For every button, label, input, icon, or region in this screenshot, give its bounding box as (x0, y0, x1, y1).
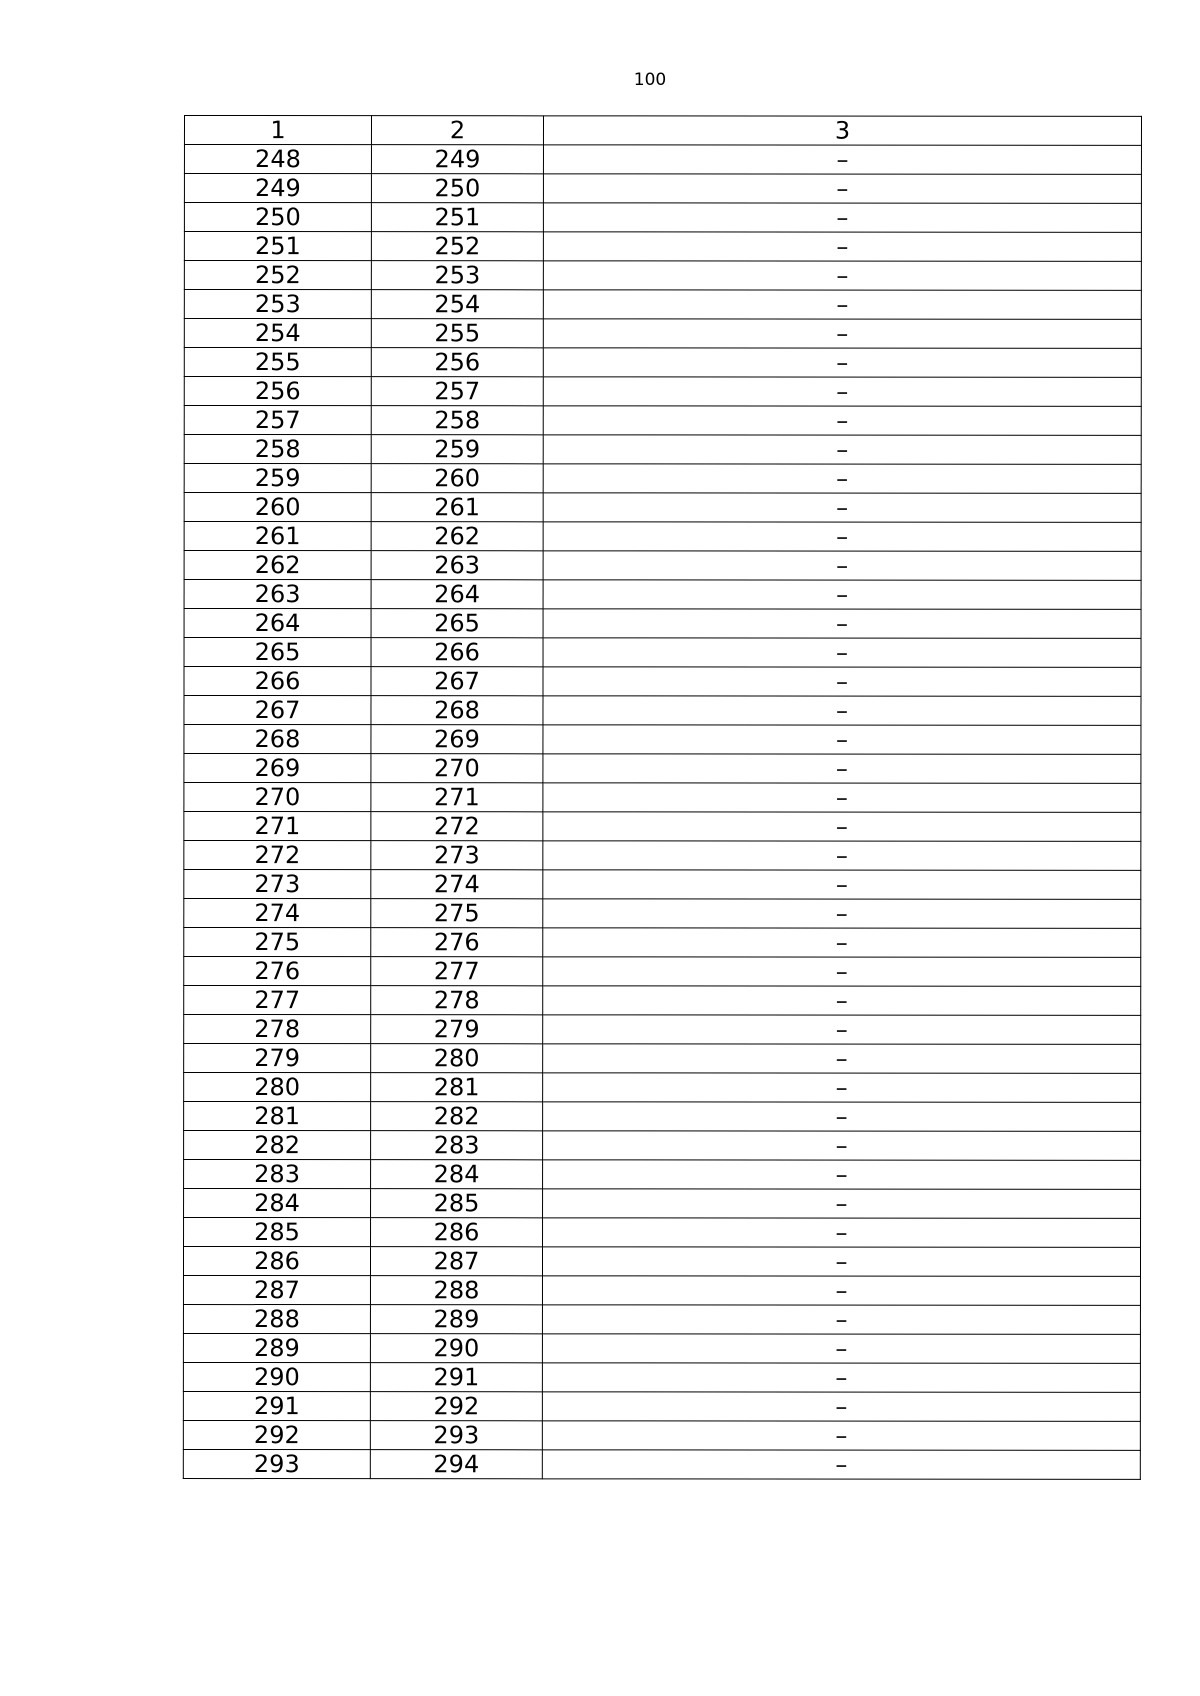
table-row (184, 957, 1141, 987)
table-cell-col2: 259 (371, 435, 543, 464)
table-cell-col1: 279 (184, 1044, 371, 1073)
table-cell-col1: 273 (184, 870, 371, 899)
table-cell-col2: 285 (371, 1189, 543, 1218)
table-cell-col2: 284 (371, 1160, 543, 1189)
table-cell-col2: 266 (371, 638, 543, 667)
table-cell-col1: 270 (184, 783, 371, 812)
table-row (184, 290, 1141, 320)
table-cell-col2: 270 (371, 754, 543, 783)
table-row (183, 1421, 1140, 1451)
table-cell-col1: 253 (184, 290, 371, 319)
table-row (184, 203, 1141, 233)
table-cell-col3: – (543, 841, 1141, 871)
table-cell-col3: – (543, 145, 1141, 175)
table-cell-col2: 267 (371, 667, 543, 696)
table-cell-col3: – (543, 1073, 1141, 1103)
table-row (183, 1449, 1140, 1479)
table-cell-col3: – (543, 899, 1141, 929)
table-cell-col1: 275 (184, 928, 371, 957)
table-row (184, 986, 1141, 1016)
table-cell-col3: – (543, 696, 1141, 726)
table-cell-col2: 257 (371, 377, 543, 406)
header-cell-col3: 3 (543, 116, 1141, 146)
table-cell-col2: 249 (371, 145, 543, 174)
table-cell-col3: – (543, 1102, 1141, 1132)
table-cell-col2: 291 (370, 1363, 542, 1392)
table-cell-col2: 255 (371, 319, 543, 348)
table-row (184, 551, 1141, 581)
table-cell-col3: – (543, 638, 1141, 668)
table-cell-col1: 268 (184, 725, 371, 754)
table-cell-col3: – (543, 783, 1141, 813)
table-cell-col3: – (543, 174, 1141, 204)
table-cell-col1: 255 (184, 348, 371, 377)
table-cell-col1: 285 (184, 1218, 371, 1247)
table-row (184, 725, 1141, 755)
table-cell-col2: 287 (370, 1247, 542, 1276)
table-cell-col3: – (542, 1247, 1140, 1277)
table-cell-col2: 288 (370, 1276, 542, 1305)
table-row (184, 348, 1141, 378)
table-row (184, 232, 1141, 262)
table-cell-col3: – (543, 522, 1141, 552)
table-cell-col1: 269 (184, 754, 371, 783)
table-cell-col2: 292 (370, 1392, 542, 1421)
table-cell-col3: – (543, 754, 1141, 784)
table-cell-col2: 274 (371, 870, 543, 899)
table-row (184, 493, 1141, 523)
table-cell-col3: – (542, 1363, 1140, 1393)
table-cell-col3: – (543, 551, 1141, 581)
table-row (184, 609, 1141, 639)
table-row (183, 1276, 1140, 1306)
table-cell-col3: – (543, 986, 1141, 1016)
table-body (183, 116, 1141, 1480)
table-cell-col3: – (543, 464, 1141, 494)
table-cell-col1: 293 (183, 1449, 370, 1478)
table-cell-col1: 266 (184, 667, 371, 696)
table-cell-col3: – (542, 1276, 1140, 1306)
table-row (184, 145, 1141, 175)
table-cell-col3: – (543, 406, 1141, 436)
table-cell-col3: – (542, 1305, 1140, 1335)
table-row (183, 1363, 1140, 1393)
table-cell-col1: 248 (184, 145, 371, 174)
table-cell-col1: 261 (184, 522, 371, 551)
table-row (184, 667, 1141, 697)
table-cell-col2: 281 (371, 1073, 543, 1102)
table-cell-col2: 260 (371, 464, 543, 493)
table-row (184, 261, 1141, 291)
table-cell-col1: 272 (184, 841, 371, 870)
table-cell-col1: 280 (184, 1073, 371, 1102)
table-cell-col3: – (543, 319, 1141, 349)
table-cell-col3: – (543, 725, 1141, 755)
table-row (184, 812, 1141, 842)
table-cell-col2: 271 (371, 783, 543, 812)
table-cell-col3: – (542, 1334, 1140, 1364)
table-cell-col2: 276 (371, 928, 543, 957)
table-cell-col2: 290 (370, 1334, 542, 1363)
table-cell-col2: 282 (371, 1102, 543, 1131)
table-cell-col3: – (543, 609, 1141, 639)
table-header-row (184, 116, 1141, 146)
table-cell-col1: 251 (184, 232, 371, 261)
table-cell-col2: 293 (370, 1421, 542, 1450)
table-cell-col1: 250 (184, 203, 371, 232)
table-cell-col3: – (543, 435, 1141, 465)
table-cell-col1: 286 (183, 1247, 370, 1276)
table-cell-col1: 276 (184, 957, 371, 986)
table-cell-col1: 259 (184, 464, 371, 493)
table-cell-col1: 287 (183, 1276, 370, 1305)
table-row (183, 1334, 1140, 1364)
table-row (184, 406, 1141, 436)
table-cell-col3: – (542, 1421, 1140, 1451)
table-cell-col1: 282 (184, 1131, 371, 1160)
table-cell-col1: 262 (184, 551, 371, 580)
table-cell-col2: 252 (371, 232, 543, 261)
table-cell-col1: 292 (183, 1421, 370, 1450)
table-row (184, 580, 1141, 610)
table-row (184, 928, 1141, 958)
table-row (184, 1218, 1141, 1248)
table-cell-col2: 263 (371, 551, 543, 580)
table-cell-col2: 279 (371, 1015, 543, 1044)
table-row (184, 1073, 1141, 1103)
table-row (184, 1131, 1141, 1161)
table-cell-col1: 290 (183, 1363, 370, 1392)
table-row (184, 1044, 1141, 1074)
table-row (184, 1189, 1141, 1219)
table-row (184, 841, 1141, 871)
table-row (184, 754, 1141, 784)
table-cell-col1: 291 (183, 1392, 370, 1421)
table-cell-col2: 269 (371, 725, 543, 754)
table-cell-col1: 252 (184, 261, 371, 290)
table-cell-col1: 256 (184, 377, 371, 406)
table-cell-col1: 249 (184, 174, 371, 203)
table-cell-col3: – (543, 957, 1141, 987)
table-row (184, 638, 1141, 668)
table-cell-col2: 253 (371, 261, 543, 290)
table-cell-col3: – (543, 1160, 1141, 1190)
table-cell-col2: 275 (371, 899, 543, 928)
table-cell-col2: 286 (371, 1218, 543, 1247)
table-cell-col2: 258 (371, 406, 543, 435)
table-cell-col3: – (543, 667, 1141, 697)
table-row (184, 464, 1141, 494)
table-row (184, 1015, 1141, 1045)
table-cell-col2: 264 (371, 580, 543, 609)
table-cell-col2: 280 (371, 1044, 543, 1073)
table-cell-col3: – (543, 348, 1141, 378)
table-cell-col1: 277 (184, 986, 371, 1015)
table-cell-col3: – (543, 870, 1141, 900)
table-cell-col3: – (543, 1044, 1141, 1074)
page-number: 100 (633, 70, 667, 90)
table-cell-col3: – (543, 580, 1141, 610)
header-cell-col1: 1 (184, 116, 371, 145)
table-row (184, 1160, 1141, 1190)
table-cell-col2: 273 (371, 841, 543, 870)
table-cell-col1: 274 (184, 899, 371, 928)
table-cell-col1: 254 (184, 319, 371, 348)
table-row (184, 1102, 1141, 1132)
table-cell-col2: 277 (371, 957, 543, 986)
table-cell-col2: 289 (370, 1305, 542, 1334)
table-row (184, 870, 1141, 900)
table-cell-col3: – (542, 1392, 1140, 1422)
table-cell-col2: 256 (371, 348, 543, 377)
table-cell-col1: 258 (184, 435, 371, 464)
table-cell-col1: 260 (184, 493, 371, 522)
table-cell-col1: 278 (184, 1015, 371, 1044)
table-cell-col2: 251 (371, 203, 543, 232)
table-row (184, 522, 1141, 552)
table-row (184, 696, 1141, 726)
table-cell-col3: – (543, 203, 1141, 233)
table-cell-col2: 272 (371, 812, 543, 841)
data-table (183, 115, 1142, 1480)
table-row (184, 319, 1141, 349)
table-cell-col2: 278 (371, 986, 543, 1015)
table-cell-col2: 265 (371, 609, 543, 638)
table-cell-col3: – (543, 1131, 1141, 1161)
table-cell-col3: – (543, 377, 1141, 407)
header-cell-col2: 2 (371, 116, 543, 145)
table-cell-col3: – (543, 1218, 1141, 1248)
table-cell-col1: 289 (183, 1334, 370, 1363)
table-cell-col1: 281 (184, 1102, 371, 1131)
table-cell-col1: 267 (184, 696, 371, 725)
table-row (183, 1392, 1140, 1422)
table-cell-col3: – (542, 1450, 1140, 1480)
table-cell-col3: – (543, 1189, 1141, 1219)
table-row (183, 1305, 1140, 1335)
table-cell-col3: – (543, 261, 1141, 291)
table-cell-col3: – (543, 290, 1141, 320)
table-cell-col1: 265 (184, 638, 371, 667)
table-row (184, 435, 1141, 465)
table-row (183, 1247, 1140, 1277)
table-cell-col1: 257 (184, 406, 371, 435)
table-cell-col2: 283 (371, 1131, 543, 1160)
table-cell-col3: – (543, 232, 1141, 262)
table-cell-col2: 261 (371, 493, 543, 522)
table-row (184, 174, 1141, 204)
table-row (184, 783, 1141, 813)
table-cell-col1: 288 (183, 1305, 370, 1334)
table-row (184, 899, 1141, 929)
table-cell-col1: 264 (184, 609, 371, 638)
table-cell-col1: 271 (184, 812, 371, 841)
table-cell-col2: 294 (370, 1450, 542, 1479)
table-cell-col2: 254 (371, 290, 543, 319)
table-row (184, 377, 1141, 407)
table-cell-col1: 263 (184, 580, 371, 609)
table-cell-col3: – (543, 928, 1141, 958)
table-cell-col2: 268 (371, 696, 543, 725)
table-cell-col2: 262 (371, 522, 543, 551)
table-cell-col2: 250 (371, 174, 543, 203)
table-cell-col3: – (543, 1015, 1141, 1045)
table-cell-col1: 283 (184, 1160, 371, 1189)
table-cell-col3: – (543, 493, 1141, 523)
table-cell-col1: 284 (184, 1189, 371, 1218)
table-cell-col3: – (543, 812, 1141, 842)
